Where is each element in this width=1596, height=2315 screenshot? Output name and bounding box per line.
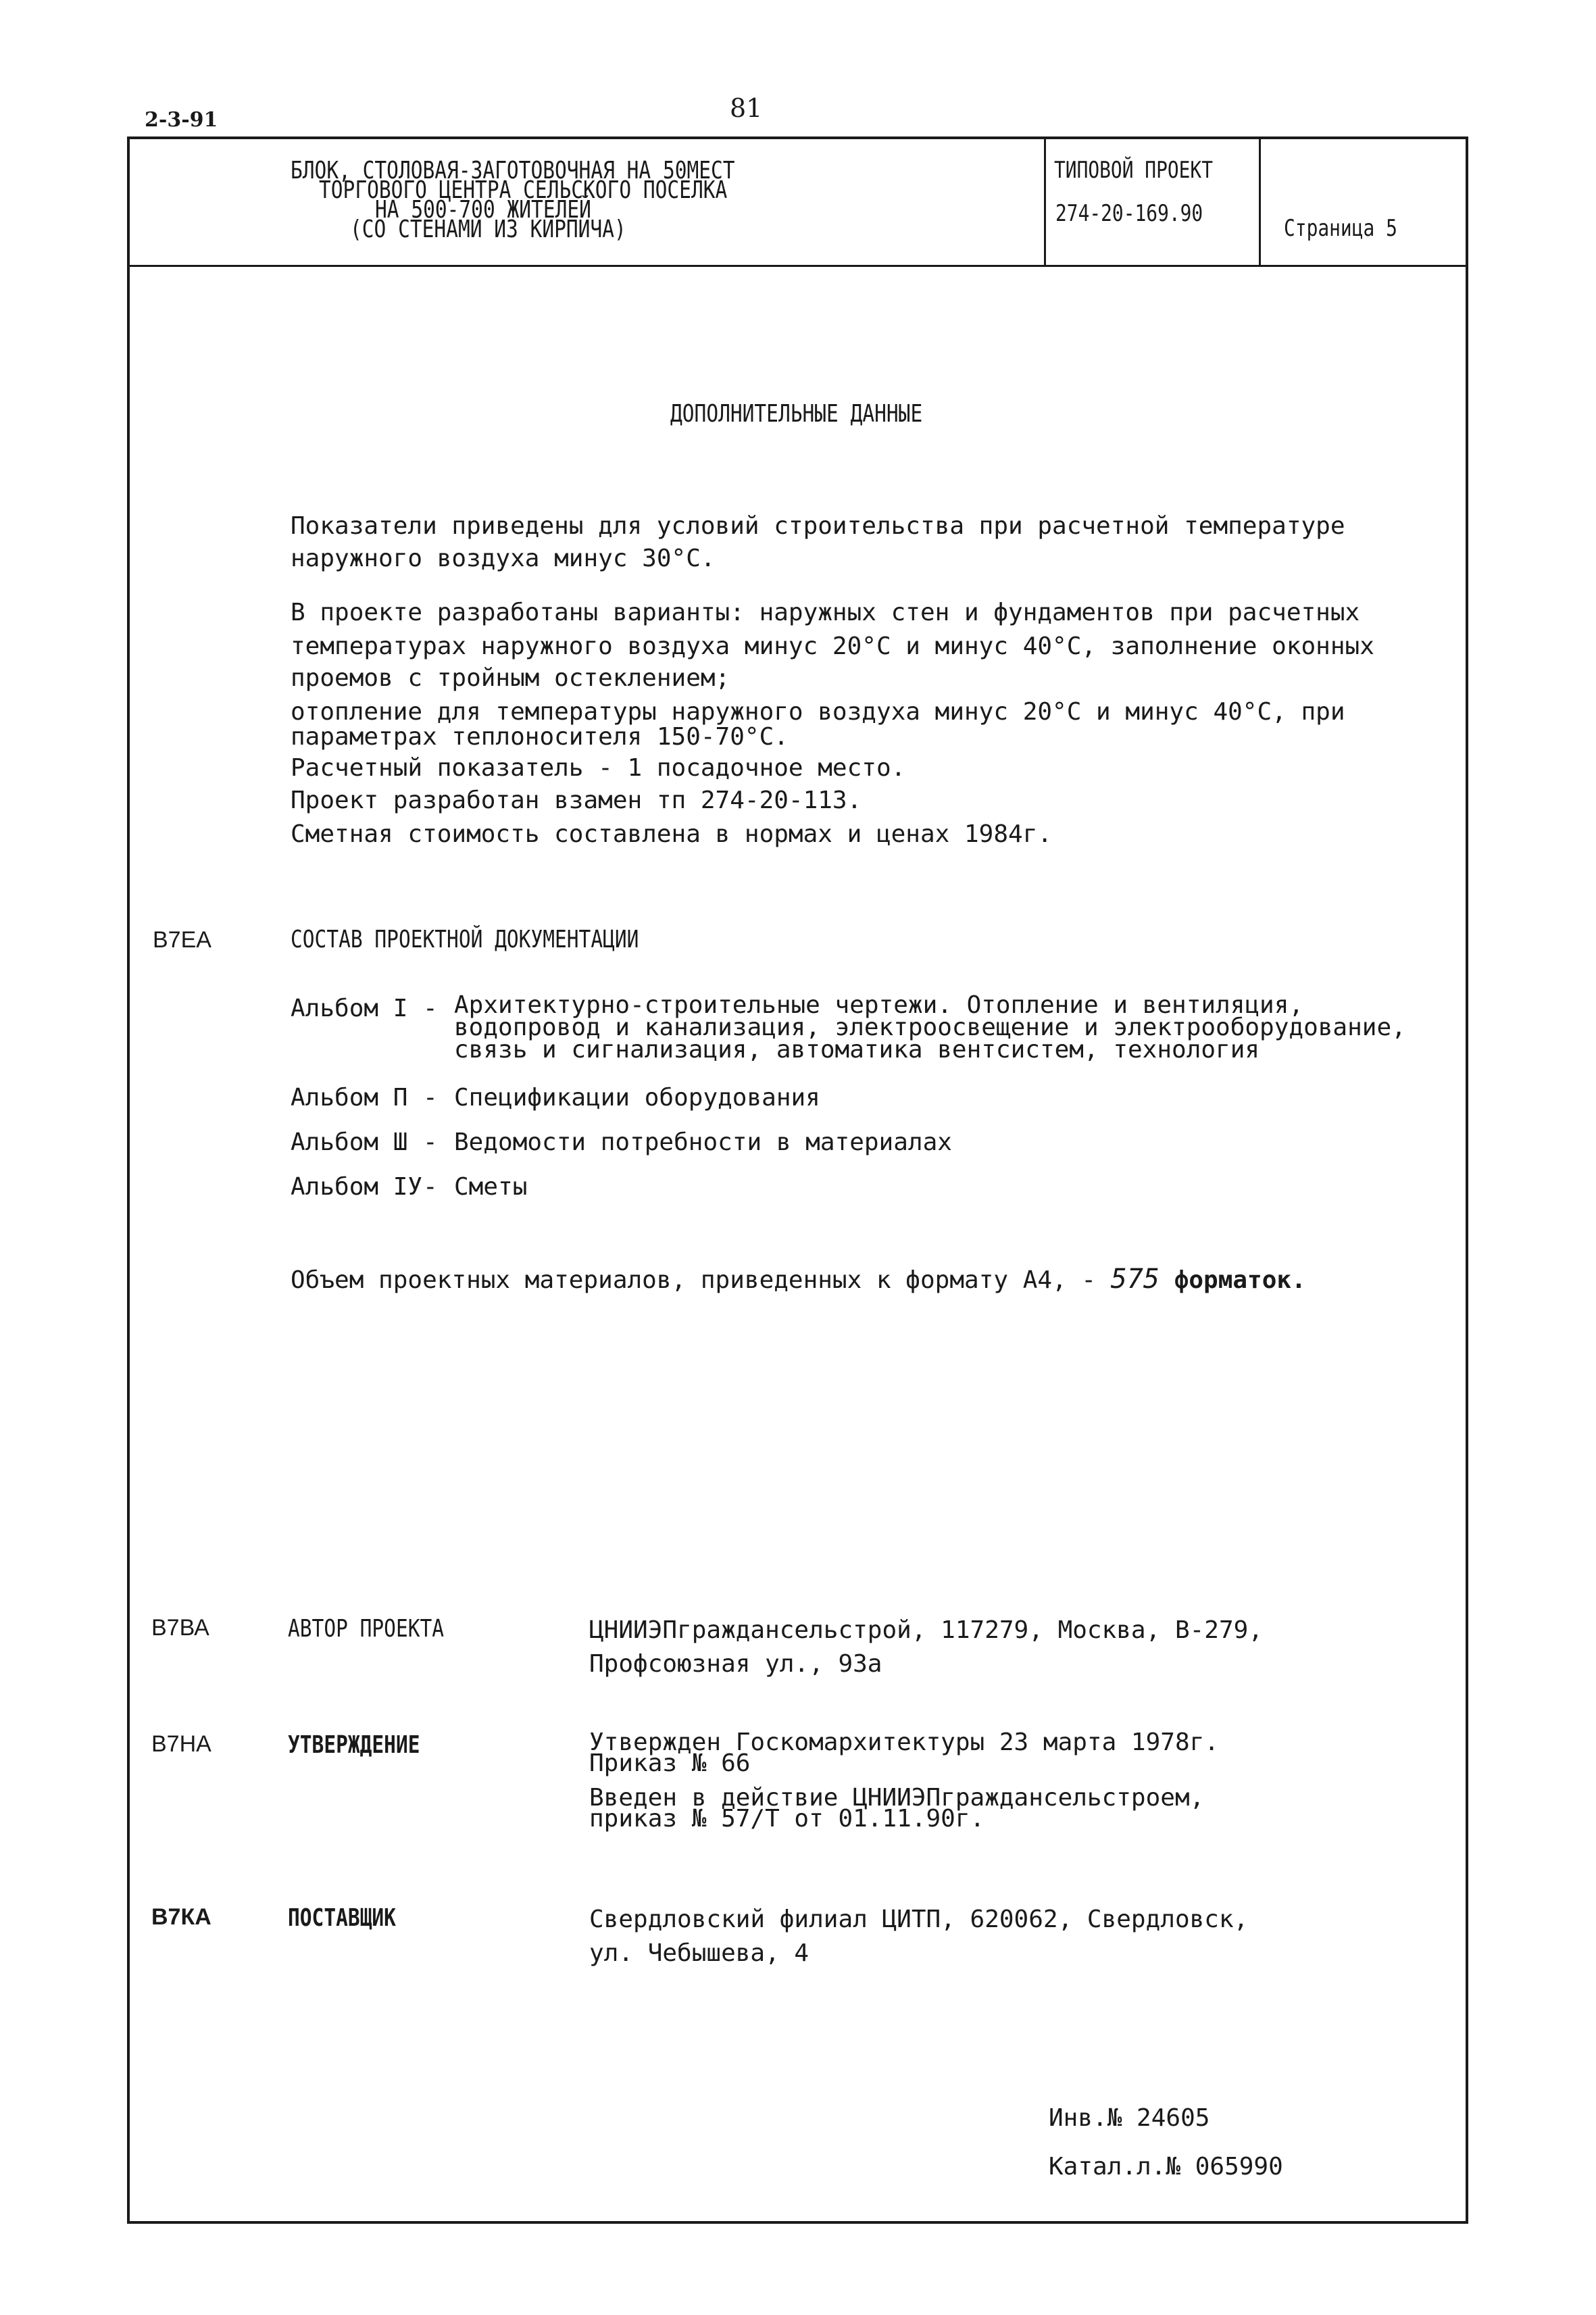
paragraph-line: Показатели приведены для условий строительства при расчетной температуре: [291, 512, 1345, 540]
paragraph-line: Расчетный показатель - 1 посадочное место.: [291, 754, 906, 782]
album-label: Альбом IУ: [291, 1173, 423, 1201]
page-number: 81: [730, 93, 763, 123]
album-desc: Сметы: [454, 1173, 528, 1201]
page-label: Страница 5: [1284, 215, 1397, 242]
detail-line: Свердловский филиал ЦИТП, 620062, Свердловск,: [589, 1906, 1249, 1933]
album-label: Альбом Ш: [291, 1128, 408, 1156]
detail-line: Профсоюзная ул., 93а: [589, 1650, 882, 1678]
album-label: Альбом П: [291, 1084, 408, 1112]
paragraph-line: Проект разработан взамен тп 274-20-113.: [291, 787, 862, 814]
paragraph-line: параметрах теплоносителя 150-70°С.: [291, 723, 789, 751]
section-title: ДОПОЛНИТЕЛЬНЫЕ ДАННЫЕ: [670, 400, 923, 428]
detail-line: Утвержден Госкомархитектуры 23 марта 1978г.: [589, 1728, 1219, 1756]
detail-line: Введен в действие ЦНИИЭПграждансельстроем,: [589, 1784, 1205, 1812]
album-desc: Ведомости потребности в материалах: [454, 1128, 952, 1156]
header-column-divider-2: [1259, 136, 1261, 266]
project-label: ТИПОВОЙ ПРОЕКТ: [1054, 157, 1213, 184]
detail-line: приказ № 57/Т от 01.11.90г.: [589, 1805, 985, 1833]
title-line: БЛОК, СТОЛОВАЯ-ЗАГОТОВОЧНАЯ НА 50МЕСТ: [291, 157, 735, 184]
title-line: НА 500-700 ЖИТЕЛЕЙ: [375, 196, 591, 224]
project-number: 274-20-169.90: [1055, 200, 1203, 227]
composition-title: СОСТАВ ПРОЕКТНОЙ ДОКУМЕНТАЦИИ: [291, 926, 639, 953]
paragraph-line: В проекте разработаны варианты: наружных стен и фундаментов при расчетных: [291, 599, 1360, 626]
volume-value: 575: [1110, 1264, 1159, 1295]
inventory-number: Инв.№ 24605: [1049, 2104, 1210, 2132]
document-code: 2-3-91: [145, 108, 218, 132]
paragraph-line: отопление для температуры наружного воздуха минус 20°С и минус 40°С, при: [291, 698, 1345, 726]
paragraph-line: температурах наружного воздуха минус 20°С и минус 40°С, заполнение оконных: [291, 632, 1374, 660]
header-divider: [127, 265, 1468, 267]
detail-label: УТВЕРЖДЕНИЕ: [288, 1731, 420, 1759]
paragraph-line: наружного воздуха минус 30°С.: [291, 545, 716, 572]
album-desc: Спецификации оборудования: [454, 1084, 820, 1112]
catalog-number: Катал.л.№ 065990: [1049, 2153, 1283, 2181]
detail-line: ЦНИИЭПграждансельстрой, 117279, Москва, В-279,: [589, 1616, 1263, 1644]
detail-label: АВТОР ПРОЕКТА: [288, 1615, 445, 1643]
album-label: Альбом I: [291, 995, 408, 1022]
detail-code: В7НА: [151, 1731, 211, 1757]
detail-line: Приказ № 66: [589, 1749, 751, 1777]
album-desc: связь и сигнализация, автоматика вентсистем, технология: [454, 1036, 1260, 1064]
paragraph-line: проемов с тройным остеклением;: [291, 664, 730, 692]
title-line: (СО СТЕНАМИ ИЗ КИРПИЧА): [350, 216, 626, 243]
paragraph-line: Сметная стоимость составлена в нормах и ценах 1984г.: [291, 820, 1053, 848]
album-dash: -: [423, 1084, 438, 1112]
volume-suffix: форматок.: [1174, 1266, 1306, 1294]
album-dash: -: [423, 1173, 438, 1201]
volume-line: [291, 1264, 1306, 1295]
title-line: ТОРГОВОГО ЦЕНТРА СЕЛЬСКОГО ПОСЕЛКА: [319, 176, 728, 204]
album-desc: Архитектурно-строительные чертежи. Отопление и вентиляция,: [454, 991, 1304, 1019]
detail-label: ПОСТАВЩИК: [288, 1904, 396, 1932]
album-dash: -: [423, 1128, 438, 1156]
volume-prefix: Объем проектных материалов, приведенных к формату А4, -: [291, 1266, 1097, 1294]
detail-code: В7КА: [151, 1904, 211, 1930]
detail-line: ул. Чебышева, 4: [589, 1939, 809, 1967]
detail-code: В7ВА: [151, 1615, 209, 1641]
album-desc: водопровод и канализация, электроосвещение и электрооборудование,: [454, 1014, 1406, 1041]
header-column-divider-1: [1044, 136, 1046, 266]
composition-code: В7ЕА: [153, 927, 211, 953]
album-dash: -: [423, 995, 438, 1022]
